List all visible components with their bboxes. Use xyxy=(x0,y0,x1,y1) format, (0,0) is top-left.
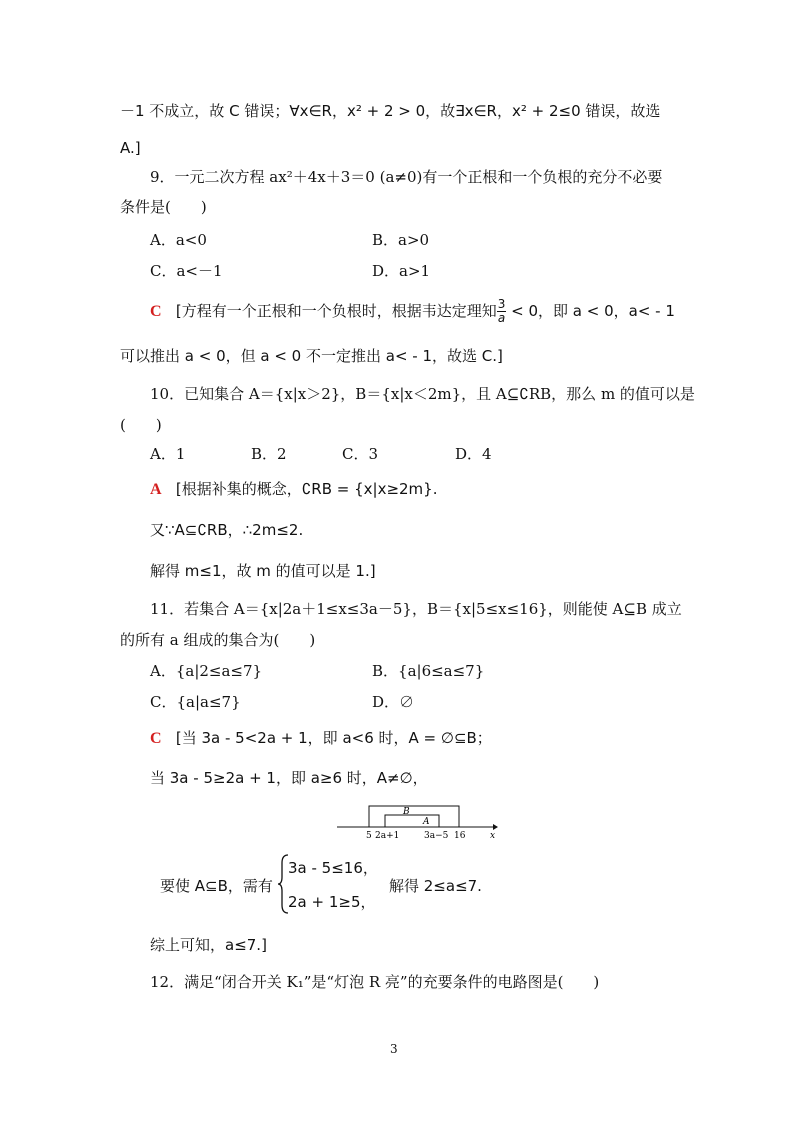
answer-9-line-2: 可以推出 a < 0，但 a < 0 不一定推出 a< - 1，故选 C.] xyxy=(120,347,503,365)
q10-option-a: A．1 xyxy=(150,445,186,463)
q10-option-b: B．2 xyxy=(251,445,287,463)
answer-11-line-2: 当 3a - 5≥2a + 1，即 a≥6 时，A≠∅， xyxy=(150,769,428,787)
inequality-2: 2a + 1≥5， xyxy=(288,893,376,911)
q10-option-c: C．3 xyxy=(342,445,379,463)
answer-10-key: A xyxy=(150,481,162,498)
question-11-stem-cont: 的所有 a 组成的集合为( ) xyxy=(120,631,316,649)
q10-option-d: D．4 xyxy=(455,445,492,463)
answer-9-key: C xyxy=(150,303,162,320)
q11-option-c: C．{a|a≤7} xyxy=(150,693,241,711)
answer-10-line-2: 又∵A⊆∁RB，∴2m≤2. xyxy=(150,521,304,539)
set-b-label: B xyxy=(403,807,410,817)
q11-option-a: A．{a|2≤a≤7} xyxy=(150,662,263,680)
question-12-stem: 12．满足“闭合开关 K₁”是“灯泡 R 亮”的充要条件的电路图是( ) xyxy=(150,973,600,991)
axis-arrow-icon xyxy=(493,824,498,830)
set-b-bracket xyxy=(369,806,459,827)
fraction-numerator: 3 xyxy=(497,297,506,311)
answer-9-text: [方程有一个正根和一个负根时，根据韦达定理知 xyxy=(175,302,497,320)
answer-10-line-3: 解得 m≤1，故 m 的值可以是 1.] xyxy=(150,562,376,580)
prev-answer-end: A.] xyxy=(120,139,141,157)
answer-11-key: C xyxy=(150,730,162,747)
answer-11-solution: 解得 2≤a≤7. xyxy=(389,877,482,895)
answer-9 xyxy=(150,298,675,325)
question-11-stem: 11．若集合 A＝{x|2a＋1≤x≤3a－5}，B＝{x|5≤x≤16}，则能使 A⊆B 成立 xyxy=(150,600,682,618)
tick-label-2a-plus-1: 2a+1 xyxy=(375,831,400,841)
tick-label-5: 5 xyxy=(366,831,372,841)
page-number: 3 xyxy=(390,1042,398,1056)
fraction-denominator: a xyxy=(497,311,506,325)
answer-10 xyxy=(150,479,437,500)
set-a-label: A xyxy=(423,817,430,827)
prev-answer-tail: －1 不成立，故 C 错误；∀x∈R，x² + 2 > 0，故∃x∈R，x² + 2≤0 错误，故选 xyxy=(120,102,661,120)
question-10-stem-cont: ( ) xyxy=(120,416,162,434)
tick-label-16: 16 xyxy=(454,831,466,841)
fraction-3-over-a xyxy=(497,298,507,325)
axis-label-x: x xyxy=(490,831,496,841)
number-line-figure xyxy=(335,800,505,842)
inequality-1: 3a - 5≤16， xyxy=(288,859,378,877)
answer-11 xyxy=(150,728,492,749)
set-a-bracket xyxy=(385,815,439,827)
answer-10-text: [根据补集的概念，∁RB = {x|x≥2m}. xyxy=(175,480,438,498)
answer-11-conclusion: 综上可知，a≤7.] xyxy=(150,936,267,954)
q9-option-d: D．a>1 xyxy=(372,262,431,280)
answer-11-text: [当 3a - 5<2a + 1，即 a<6 时，A = ∅⊆B； xyxy=(175,729,492,747)
question-10-stem: 10．已知集合 A＝{x|x＞2}，B＝{x|x＜2m}，且 A⊆∁RB，那么 m 的值可以是 xyxy=(150,385,695,403)
question-9-stem-cont: 条件是( ) xyxy=(120,198,207,216)
q9-option-a: A．a<0 xyxy=(150,231,207,249)
tick-label-3a-minus-5: 3a−5 xyxy=(424,831,449,841)
q9-option-b: B．a>0 xyxy=(372,231,430,249)
answer-9-text-cont: < 0，即 a < 0，a< - 1 xyxy=(511,302,675,320)
q9-option-c: C．a<－1 xyxy=(150,262,223,280)
question-9-stem: 9．一元二次方程 ax²＋4x＋3＝0 (a≠0)有一个正根和一个负根的充分不必要 xyxy=(150,168,663,186)
q11-option-d: D．∅ xyxy=(372,693,415,711)
q11-option-b: B．{a|6≤a≤7} xyxy=(372,662,485,680)
answer-11-condition: 要使 A⊆B，需有 xyxy=(160,877,273,895)
